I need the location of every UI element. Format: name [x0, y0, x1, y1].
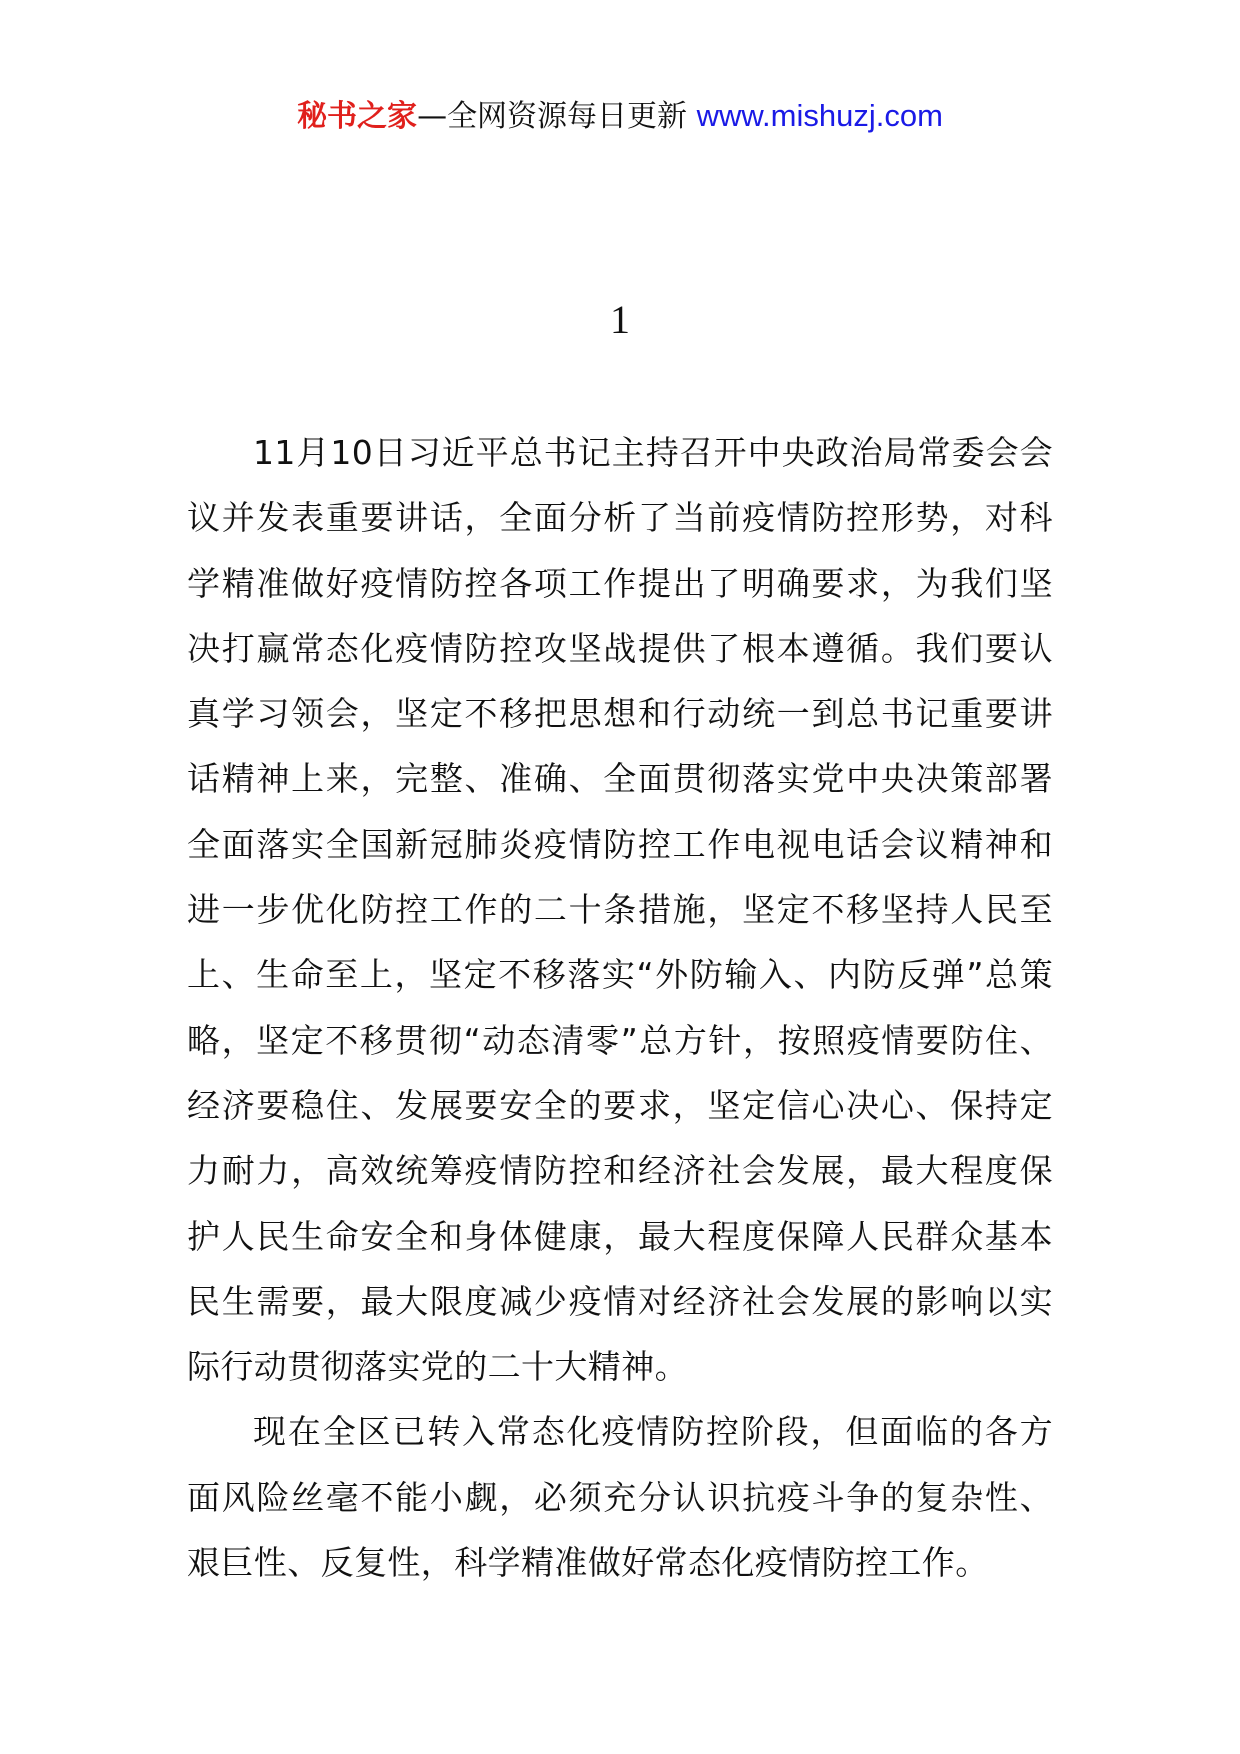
paragraph-1: 11月10日习近平总书记主持召开中央政治局常委会会议并发表重要讲话，全面分析了当前疫情防控形势，对科学精准做好疫情防控各项工作提出了明确要求，为我们坚决打赢常态化疫情防控攻坚战提供了根本遵循。我们要认真学习领会，坚定不移把思想和行动统一到总书记重要讲话精神上来，完整、准确、全面贯彻落实党中央决策部署全面落实全国新冠肺炎疫情防控工作电视电话会议精神和进一步优化防控工作的二十条措施，坚定不移坚持人民至上、生命至上，坚定不移落实“外防输入、内防反弹”总策略，坚定不移贯彻“动态清零”总方针，按照疫情要防住、经济要稳住、发展要安全的要求，坚定信心决心、保持定力耐力，高效统筹疫情防控和经济社会发展，最大程度保护人民生命安全和身体健康，最大程度保障人民群众基本民生需要，最大限度减少疫情对经济社会发展的影响以实际行动贯彻落实党的二十大精神。 [187, 433, 1053, 1387]
watermark-brand: 秘书之家 [297, 99, 418, 134]
page-number: 1 [610, 297, 630, 342]
watermark-slogan: 全网资源每日更新 [447, 99, 688, 134]
watermark-url[interactable]: www.mishuzj.com [696, 98, 943, 133]
document-body [187, 420, 1053, 1595]
watermark-header [0, 96, 1240, 137]
paragraph-2: 现在全区已转入常态化疫情防控阶段，但面临的各方面风险丝毫不能小觑，必须充分认识抗疫斗争的复杂性、艰巨性、反复性，科学精准做好常态化疫情防控工作。 [187, 1412, 1053, 1583]
watermark-dash: — [417, 99, 448, 134]
